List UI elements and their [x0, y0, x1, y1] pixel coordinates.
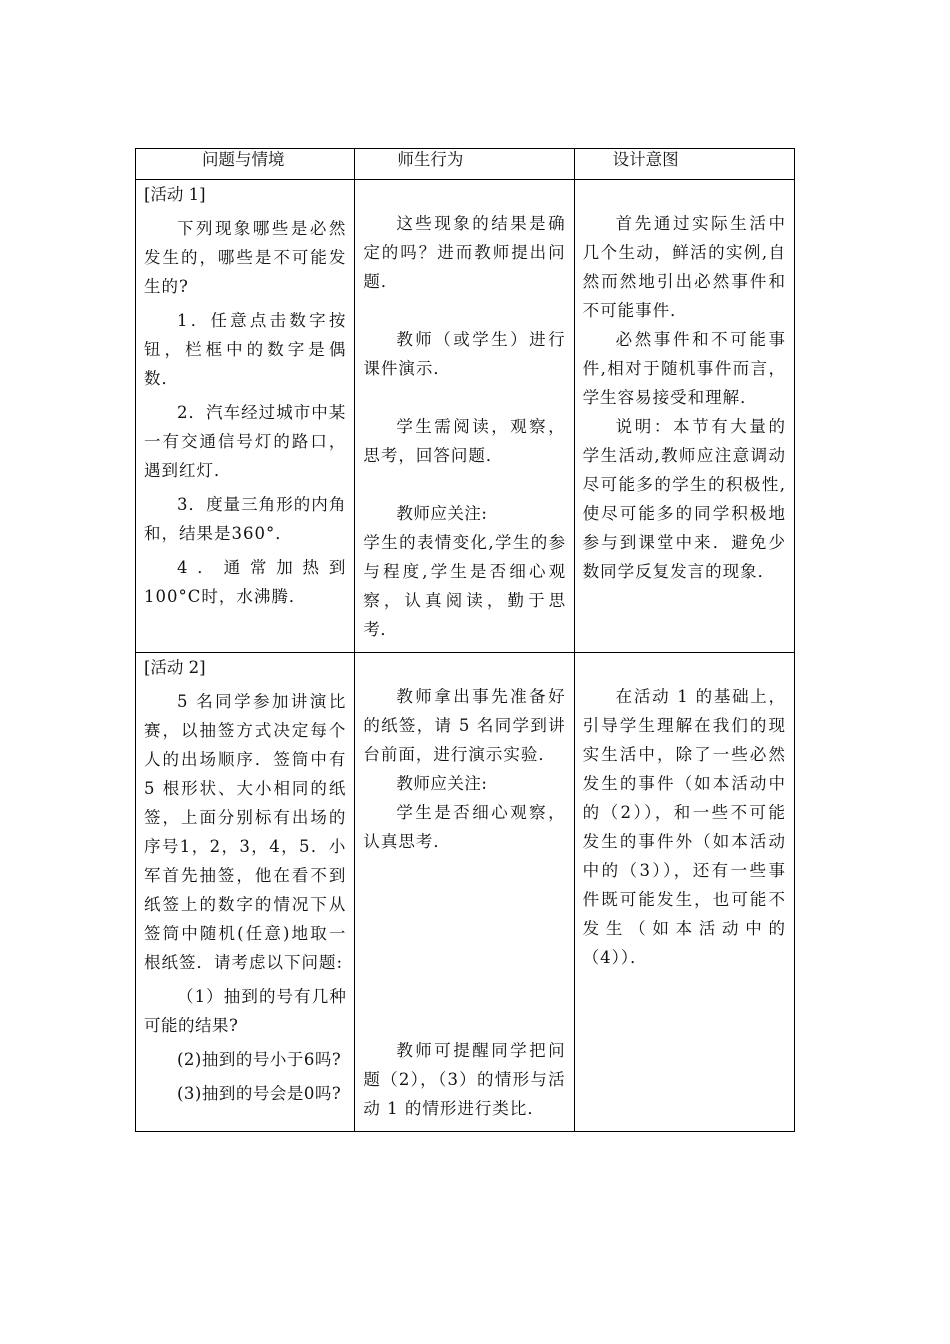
header-row	[136, 149, 795, 180]
activity2-tag: [活动 2]	[144, 658, 206, 677]
activity1-intent-p1: 首先通过实际生活中几个生动，鲜活的实例,自然而然地引出必然事件和不可能事件．	[582, 214, 786, 320]
activity2-behavior-p1: 教师拿出事先准备好的纸签，请 5 名同学到讲台前面，进行演示实验．	[363, 687, 566, 764]
activity2-behavior-p2: 教师应关注:	[396, 774, 488, 793]
activity2-question-q1: （1）抽到的号有几种可能的结果?	[144, 987, 347, 1035]
activity1-behavior-p5: 学生的表情变化,学生的参与程度,学生是否细心观察，认真阅读，勤于思考．	[363, 533, 566, 639]
activity2-question-q2: (2)抽到的号小于6吗?	[177, 1050, 342, 1069]
activity1-item4: 4．通常加热到100°C时，水沸腾．	[144, 558, 347, 606]
lesson-plan-table	[135, 148, 795, 1132]
activity2-behavior-p4: 教师可提醒同学把问题（2），（3）的情形与活动 1 的情形进行类比．	[363, 1041, 566, 1118]
activity2-question-q3: (3)抽到的号会是0吗?	[177, 1084, 342, 1103]
activity1-behavior-p3: 学生需阅读，观察，思考，回答问题．	[363, 417, 566, 465]
activity1-intro: 下列现象哪些是必然发生的，哪些是不可能发生的?	[144, 219, 347, 296]
activity1-intent-p2: 必然事件和不可能事件,相对于随机事件而言，学生容易接受和理解．	[582, 330, 786, 407]
activity1-question-cell	[136, 180, 355, 653]
header-cell-question	[136, 149, 355, 180]
activity2-behavior-cell	[355, 653, 574, 1132]
activity2-question-cell	[136, 653, 355, 1132]
activity1-row	[136, 180, 795, 653]
activity1-item2: 2．汽车经过城市中某一有交通信号灯的路口，遇到红灯．	[144, 403, 347, 480]
activity1-behavior-p4: 教师应关注:	[396, 504, 488, 523]
header-intent: 设计意图	[612, 150, 679, 169]
activity1-behavior-cell	[355, 180, 574, 653]
activity1-item1: 1．任意点击数字按钮，栏框中的数字是偶数．	[144, 311, 347, 388]
activity2-behavior-p3: 学生是否细心观察，认真思考．	[363, 803, 566, 851]
activity2-question-p1: 5 名同学参加讲演比赛，以抽签方式决定每个人的出场顺序．签筒中有 5 根形状、大小相同的纸签，上面分别标有出场的序号1，2，3，4，5．小军首先抽签，他在看不到 纸签上的数字的情况下从签筒中随机(任意)地取一根纸签．请考虑以下问题:	[144, 692, 347, 972]
activity1-tag: [活动 1]	[144, 185, 206, 204]
activity2-intent-p1: 在活动 1 的基础上，引导学生理解在我们的现实生活中，除了一些必然发生的事件（如本活动中的（2）），和一些不可能发生的事件外（如本活动中的（3）），还有一些事件既可能发生，也可能不发生（如本活动中的（4））．	[582, 687, 786, 967]
activity1-item3: 3．度量三角形的内角和，结果是360°．	[144, 495, 347, 543]
activity1-intent-cell	[574, 180, 794, 653]
header-behavior: 师生行为	[397, 150, 464, 169]
activity2-row	[136, 653, 795, 1132]
header-cell-intent	[574, 149, 794, 180]
activity1-behavior-p2: 教师（或学生）进行课件演示．	[363, 330, 566, 378]
activity1-behavior-p1: 这些现象的结果是确定的吗？进而教师提出问题．	[363, 214, 566, 291]
activity2-intent-cell	[574, 653, 794, 1132]
header-cell-behavior	[355, 149, 574, 180]
activity1-intent-p3: 说明：本节有大量的学生活动,教师应注意调动尽可能多的学生的积极性,使尽可能多的同学积极地参与到课堂中来．避免少数同学反复发言的现象．	[582, 417, 786, 581]
header-question: 问题与情境	[202, 150, 285, 169]
